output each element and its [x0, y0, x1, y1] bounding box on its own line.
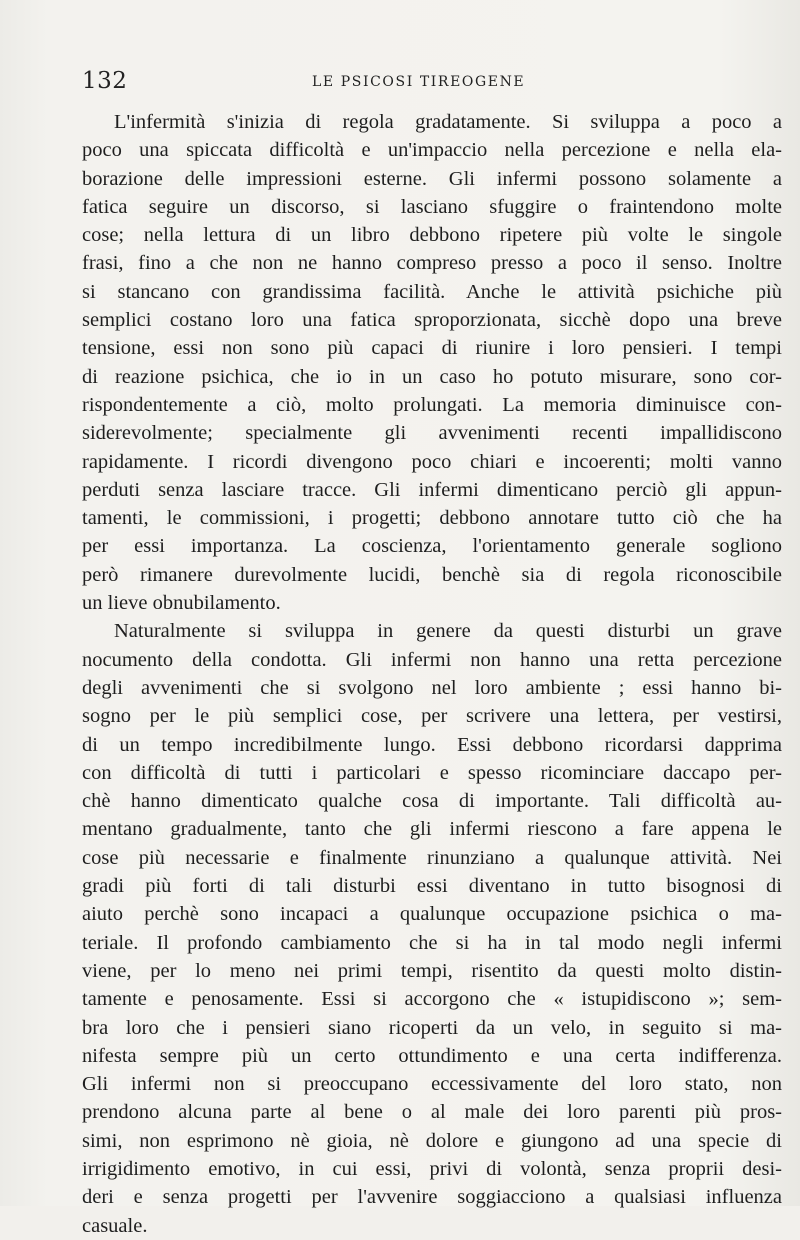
text-line: Naturalmente si sviluppa in genere da questi disturbi un grave: [114, 620, 782, 643]
text-line: cose più necessarie e finalmente rinunziano a qualunque attività. Nei: [82, 846, 782, 869]
running-title: LE PSICOSI TIREOGENE: [312, 74, 526, 90]
text-line: siderevolmente; specialmente gli avvenimenti recenti impallidiscono: [82, 422, 782, 445]
page-header: [82, 68, 742, 98]
text-line: tamente e penosamente. Essi si accorgono che « istupidiscono »; sem-: [82, 988, 782, 1011]
text-line: gradi più forti di tali disturbi essi diventano in tutto bisognosi di: [82, 875, 782, 898]
text-line: un lieve obnubilamento.: [82, 592, 281, 615]
text-line: deri e senza progetti per l'avvenire soggiacciono a qualsiasi influenza: [82, 1186, 782, 1209]
text-line: perduti senza lasciare tracce. Gli infermi dimenticano perciò gli appun-: [82, 478, 782, 501]
text-line: degli avvenimenti che si svolgono nel loro ambiente ; essi hanno bi-: [82, 676, 782, 699]
body-text: [82, 108, 782, 1240]
text-line: si stancano con grandissima facilità. Anche le attività psichiche più: [82, 280, 782, 303]
paragraph-container: [82, 108, 782, 1240]
text-line: prendono alcuna parte al bene o al male dei loro parenti più pros-: [82, 1101, 782, 1124]
text-line: di un tempo incredibilmente lungo. Essi debbono ricordarsi dapprima: [82, 733, 782, 756]
text-line: mentano gradualmente, tanto che gli infermi riescono a fare appena le: [82, 818, 782, 841]
text-line: borazione delle impressioni esterne. Gli infermi possono solamente a: [82, 167, 782, 190]
text-line: nocumento della condotta. Gli infermi non hanno una retta percezione: [82, 648, 782, 671]
text-line: tensione, essi non sono più capaci di riunire i loro pensieri. I tempi: [82, 337, 782, 360]
text-line: nifesta sempre più un certo ottundimento e una certa indifferenza.: [82, 1044, 782, 1067]
text-line: bra loro che i pensieri siano ricoperti da un velo, in seguito si ma-: [82, 1016, 782, 1039]
text-line: fatica seguire un discorso, si lasciano sfuggire o fraintendono molte: [82, 195, 782, 218]
text-line: per essi importanza. La coscienza, l'orientamento generale sogliono: [82, 535, 782, 558]
text-line: con difficoltà di tutti i particolari e spesso ricominciare daccapo per-: [82, 761, 782, 784]
text-line: cose; nella lettura di un libro debbono ripetere più volte le singole: [82, 224, 782, 247]
text-line: sogno per le più semplici cose, per scrivere una lettera, per vestirsi,: [82, 705, 782, 728]
text-line: rispondentemente a ciò, molto prolungati. La memoria diminuisce con-: [82, 393, 782, 416]
text-line: viene, per lo meno nei primi tempi, risentito da questi molto distin-: [82, 959, 782, 982]
text-line: simi, non esprimono nè gioia, nè dolore e giungono ad una specie di: [82, 1129, 782, 1152]
text-line: di reazione psichica, che io in un caso ho potuto misurare, sono cor-: [82, 365, 782, 388]
text-line: aiuto perchè sono incapaci a qualunque occupazione psichica o ma-: [82, 903, 782, 926]
text-line: rapidamente. I ricordi divengono poco chiari e incoerenti; molti vanno: [82, 450, 782, 473]
text-line: chè hanno dimenticato qualche cosa di importante. Tali difficoltà au-: [82, 790, 782, 813]
text-line: semplici costano loro una fatica sproporzionata, sicchè dopo una breve: [82, 309, 782, 332]
text-line: L'infermità s'inizia di regola gradatamente. Si sviluppa a poco a: [114, 111, 782, 133]
page-number: 132: [82, 68, 128, 94]
text-line: tamenti, le commissioni, i progetti; debbono annotare tutto ciò che ha: [82, 507, 782, 530]
text-line: casuale.: [82, 1214, 148, 1237]
text-line: frasi, fino a che non ne hanno compreso presso a poco il senso. Inoltre: [82, 252, 782, 275]
paragraph: [82, 617, 782, 1240]
text-line: poco una spiccata difficoltà e un'impaccio nella percezione e nella ela-: [82, 139, 782, 162]
text-line: Gli infermi non si preoccupano eccessivamente del loro stato, non: [82, 1073, 782, 1096]
text-line: teriale. Il profondo cambiamento che si ha in tal modo negli infermi: [82, 931, 782, 954]
text-line: però rimanere durevolmente lucidi, benchè sia di regola riconoscibile: [82, 563, 782, 586]
text-line: irrigidimento emotivo, in cui essi, privi di volontà, senza proprii desi-: [82, 1157, 782, 1180]
paragraph: [82, 108, 782, 617]
